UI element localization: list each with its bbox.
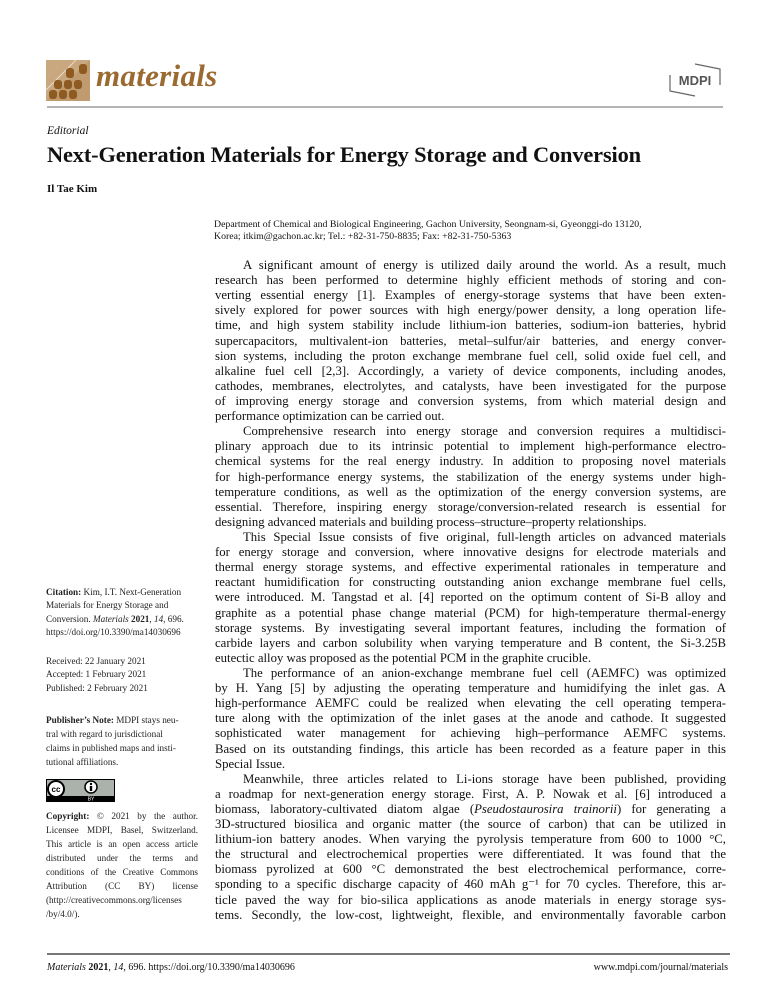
text-segment: biomass, laboratory-cultivated diatom algae ( bbox=[215, 801, 475, 816]
text-line: sponding to a specific discharge capacity of 460 mAh g⁻¹ for 70 cycles. Therefore, this ar- bbox=[215, 877, 726, 892]
journal-name: materials bbox=[96, 58, 218, 93]
copyright-text: distributed under the terms and bbox=[46, 853, 198, 863]
citation-volume: 14 bbox=[153, 613, 164, 624]
text-line: Comprehensive research into energy storage and conversion requires a multidisci- bbox=[243, 424, 726, 439]
text-line: thermal energy storage systems, and effective experimental rationales in temperature and bbox=[215, 560, 726, 575]
cc-badge-text: BY bbox=[87, 796, 95, 802]
copyright-text: conditions of the Creative Commons bbox=[46, 867, 198, 877]
citation-year: 2021 bbox=[131, 613, 150, 624]
paragraph bbox=[215, 772, 726, 923]
copyright-label: Copyright: bbox=[46, 811, 90, 821]
paragraph bbox=[215, 424, 726, 530]
text-line: chemical systems for the real energy industry. In addition to proposing novel materials bbox=[215, 454, 726, 469]
accepted-date: Accepted: 1 February 2021 bbox=[46, 669, 147, 680]
text-line: verting essential energy [1]. Examples of energy-storage systems that have been exten- bbox=[215, 288, 726, 303]
footer-rule bbox=[47, 953, 730, 955]
citation-sep: , bbox=[149, 613, 154, 624]
species-name: Pseudostaurosira trainorii bbox=[474, 801, 617, 816]
copyright-text: Attribution (CC BY) license bbox=[46, 881, 198, 891]
article-body bbox=[215, 258, 726, 923]
copyright-block bbox=[46, 809, 198, 921]
publisher-note-text: claims in published maps and insti- bbox=[46, 743, 176, 753]
copyright-text: Licensee MDPI, Basel, Switzerland. bbox=[46, 825, 198, 835]
published-date: Published: 2 February 2021 bbox=[46, 682, 148, 693]
citation-journal: Materials bbox=[92, 613, 129, 624]
received-date: Received: 22 January 2021 bbox=[46, 656, 146, 666]
text-line: ticle paved the way for bio-silica applications as anode materials in energy storage sys- bbox=[215, 892, 726, 907]
text-line: the structural and electrochemical properties were differentiated. It was found that the bbox=[215, 847, 726, 862]
text-segment: ) for generating a bbox=[616, 801, 726, 816]
affiliation-line: Department of Chemical and Biological Engineering, Gachon University, Seongnam-si, Gyeonggi-do 13120, bbox=[214, 219, 642, 230]
citation-text: Materials for Energy Storage and bbox=[46, 600, 169, 611]
citation-pages: , 696. bbox=[163, 613, 184, 624]
text-line: temperature conditions, as well as the optimization of the energy conversion systems, are bbox=[215, 484, 726, 499]
text-line: Based on its outstanding findings, this article has been recorded as a feature paper in this bbox=[215, 741, 726, 756]
text-line: plinary approach due to its intrinsic potential to implement high-performance electro- bbox=[215, 439, 726, 454]
publisher-note-label: Publisher’s Note: bbox=[46, 715, 114, 725]
text-line: eutectic alloy was proposed as the potential PCM in the graphite crucible. bbox=[215, 650, 592, 665]
text-line: sion systems, including the proton exchange membrane fuel cell, solid oxide fuel cell, and bbox=[215, 348, 726, 363]
copyright-text: © 2021 by the author. bbox=[89, 811, 198, 821]
footer-journal: Materials bbox=[47, 962, 86, 973]
text-line: research has been performed to determine highly efficient methods of storing and con- bbox=[215, 273, 726, 288]
text-line: graphite as a potential phase change material (PCM) for high-temperature thermal-energy bbox=[215, 605, 726, 620]
header-rule bbox=[47, 106, 723, 108]
text-line: storage systems. By investigating several important features, including the formation of bbox=[215, 620, 726, 635]
text-line: sophisticated water management for achieving high–performance AEMFC systems. bbox=[215, 726, 726, 741]
citation-block bbox=[46, 586, 198, 640]
article-type: Editorial bbox=[47, 125, 89, 137]
text-line: designing advanced materials and building process–structure–property relationships. bbox=[215, 514, 647, 529]
text-line: cathodes, membranes, electrolytes, and catalysts, have been investigated for the purpose bbox=[215, 378, 726, 393]
text-line: Special Issue. bbox=[215, 756, 286, 771]
text-line: of improving energy storage and conversion systems, from which material design and bbox=[215, 393, 726, 408]
text-line: This Special Issue consists of five original, full-length articles on advanced materials bbox=[243, 529, 726, 544]
text-line: time, and high system stability include lithium-ion batteries, sodium-ion batteries, hybrid bbox=[215, 318, 726, 333]
text-line: biomass pyrolized at 600 °C demonstrated the best electrochemical performance, corre- bbox=[215, 862, 726, 877]
journal-url-link[interactable]: www.mdpi.com/journal/materials bbox=[593, 962, 728, 973]
citation-doi-link[interactable]: https://doi.org/10.3390/ma14030696 bbox=[46, 627, 181, 638]
affiliation-line: Korea; itkim@gachon.ac.kr; Tel.: +82-31-750-8835; Fax: +82-31-750-5363 bbox=[214, 231, 512, 242]
text-line: alkaline fuel cell [2,3]. Accordingly, a variety of device components, including anodes, bbox=[215, 363, 726, 378]
text-line: ture along with the optimization of the inlet gases at the anode and cathode. It suggested bbox=[215, 711, 726, 726]
citation-label: Citation: bbox=[46, 587, 82, 597]
footer-citation bbox=[47, 961, 295, 974]
svg-text:cc: cc bbox=[51, 785, 61, 794]
citation-text: Conversion. bbox=[46, 613, 93, 624]
text-line: for energy storage and conversion, where innovative designs for electrode materials and bbox=[215, 545, 726, 560]
dates-block bbox=[46, 655, 198, 695]
text-line: performance optimization can be carried out. bbox=[215, 409, 445, 424]
publisher-note-text: MDPI stays neu- bbox=[113, 715, 179, 725]
text-line: 3D-structured biosilica and organic matter (the source of carbon) that can be utilized in bbox=[215, 817, 726, 832]
text-line: The performance of an anion-exchange membrane fuel cell (AEMFC) was optimized bbox=[243, 665, 726, 680]
text-line bbox=[215, 802, 726, 817]
text-line: essential. Therefore, inspiring energy storage/conversion-related research is essential for bbox=[215, 499, 726, 514]
text-line: supercapacitors, multivalent-ion batteries, metal–sulfur/air batteries, and energy conver- bbox=[215, 333, 726, 348]
text-line: carbide layers and carbon solubility when varying temperature and B content, the Si-3.25B bbox=[215, 635, 726, 650]
license-link[interactable]: (http://creativecommons.org/licenses bbox=[46, 895, 182, 905]
text-line: A significant amount of energy is utilized daily around the world. As a result, much bbox=[243, 258, 726, 272]
paragraph bbox=[215, 258, 726, 424]
mdpi-logo-icon bbox=[666, 63, 724, 97]
materials-logo-icon bbox=[46, 60, 90, 101]
paragraph bbox=[215, 530, 726, 666]
text-line: Meanwhile, three articles related to Li-ions storage have been published, providing bbox=[243, 771, 726, 786]
footer-doi[interactable]: , 696. https://doi.org/10.3390/ma14030696 bbox=[123, 962, 295, 973]
text-line: for high-performance energy systems, the stabilization of the energy systems under high- bbox=[215, 469, 726, 484]
citation-text: Kim, I.T. Next-Generation bbox=[81, 587, 182, 597]
mdpi-logo-text: MDPI bbox=[678, 73, 712, 88]
text-line: reactant humidification for constructing outstanding anion exchange membrane fuel cells, bbox=[215, 575, 726, 590]
text-line: a roadmap for next-generation energy storage. First, A. P. Nowak et al. [6] introduced a bbox=[215, 786, 726, 801]
text-line: high-performance AEMFC could be realized when elevating the cell operating tempera- bbox=[215, 696, 726, 711]
copyright-text: This article is an open access article bbox=[46, 839, 198, 849]
paragraph bbox=[215, 666, 726, 772]
cc-by-license-icon[interactable] bbox=[46, 779, 115, 802]
text-line: by H. Yang [5] by adjusting the operating temperature and humidifying the inlet gas. A bbox=[215, 681, 726, 696]
publisher-note-text: tutional affiliations. bbox=[46, 757, 119, 767]
footer-year: 2021 bbox=[88, 962, 109, 973]
text-line: sively explored for power sources with high energy/power density, a long operation life- bbox=[215, 303, 726, 318]
text-line: tems. Secondly, the low-cost, lightweight, flexible, and environmentally favorable carbon bbox=[215, 907, 726, 922]
footer-volume: 14 bbox=[113, 962, 124, 973]
text-line: lithium-ion battery anodes. When varying the pyrolysis temperature from 600 to 1000 °C, bbox=[215, 832, 726, 847]
author-name: Il Tae Kim bbox=[47, 183, 98, 195]
publisher-note-text: tral with regard to jurisdictional bbox=[46, 729, 163, 739]
publisher-note bbox=[46, 713, 198, 769]
text-line: were introduced. M. Tangstad et al. [4] reported on the optimum content of Si-B alloy and bbox=[215, 590, 726, 605]
article-title: Next-Generation Materials for Energy Storage and Conversion bbox=[47, 142, 641, 167]
license-link[interactable]: /by/4.0/). bbox=[46, 909, 80, 919]
affiliation bbox=[214, 219, 734, 243]
footer-sep: , bbox=[108, 962, 114, 973]
